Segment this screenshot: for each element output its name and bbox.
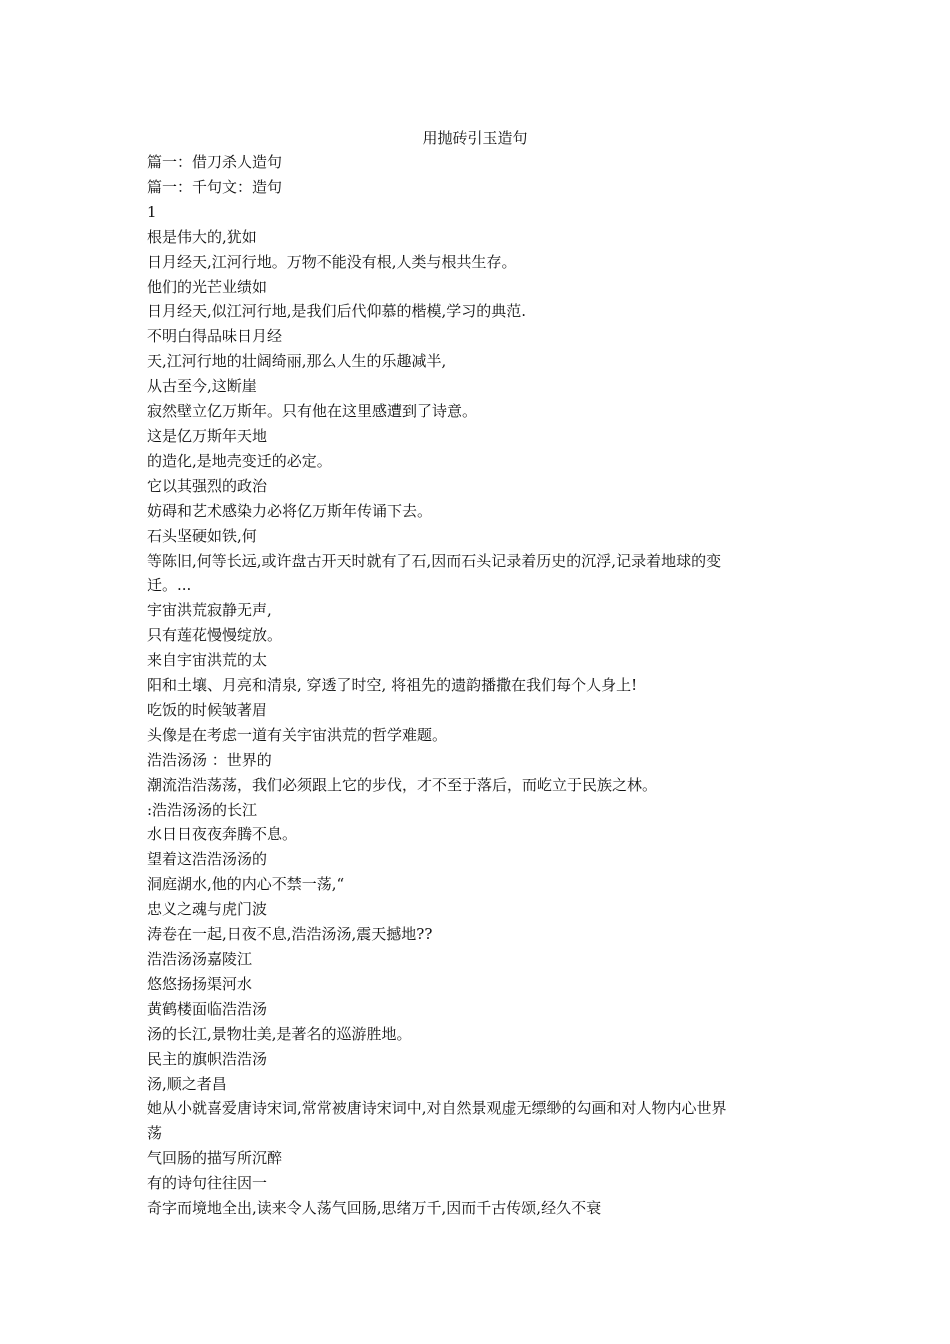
text-line: 1 [147,202,157,221]
text-line: 荡 [147,1124,163,1143]
text-line: 头像是在考虑一道有关宇宙洪荒的哲学难题。 [147,725,448,744]
text-line: 望着这浩浩汤汤的 [147,850,268,869]
text-line: 汤的长江,景物壮美,是著名的巡游胜地。 [147,1024,412,1043]
text-line: 吃饭的时候皱著眉 [147,700,268,719]
text-line: 浩浩汤汤 ：世界的 [147,750,272,769]
text-line: 篇一：借刀杀人造句 [147,153,283,171]
document-title: 用抛砖引玉造句 [422,129,528,147]
text-line: 民主的旗帜浩浩汤 [147,1049,268,1068]
text-line: 水日日夜夜奔腾不息。 [147,825,298,844]
text-line: 日月经天,似江河行地,是我们后代仰慕的楷模,学习的典范. [147,302,527,321]
text-line: 只有莲花慢慢绽放。 [147,626,283,645]
text-line: 她从小就喜爱唐诗宋词,常常被唐诗宋词中,对自然景观虚无缥缈的勾画和对人物内心世界 [147,1099,727,1118]
text-line: 他们的光芒业绩如 [147,277,268,296]
text-line: 篇一：千句文：造句 [147,177,283,196]
text-line: 的造化,是地壳变迁的必定。 [147,451,332,470]
text-line: 黄鹤楼面临浩浩汤 [147,999,268,1018]
text-line: 从古至今,这断崖 [147,377,257,396]
text-line: 石头坚硬如铁,何 [147,526,257,545]
text-line: 奇字而境地全出,读来令人荡气回肠,思绪万千,因而千古传颂,经久不衰 [147,1199,602,1218]
text-line: 它以其强烈的政治 [147,476,268,495]
text-line: 悠悠扬扬渠河水 [147,974,253,993]
text-line: 迁。... [147,576,192,595]
text-line: 来自宇宙洪荒的太 [147,651,268,670]
text-line: 宇宙洪荒寂静无声, [147,601,272,620]
text-line: 潮流浩浩荡荡，我们必须跟上它的步伐，才不至于落后，而屹立于民族之林。 [147,775,658,794]
text-line: 寂然壁立亿万斯年。只有他在这里感遭到了诗意。 [147,402,478,421]
document-body [147,150,827,1221]
text-line: 这是亿万斯年天地 [147,426,268,445]
text-line: 妨碍和艺术感染力必将亿万斯年传诵下去。 [147,501,433,520]
text-line: 涛卷在一起,日夜不息,浩浩汤汤,震天撼地?? [147,925,433,944]
text-line: 天,江河行地的壮阔绮丽,那么人生的乐趣减半, [147,352,447,371]
text-line: 汤,顺之者昌 [147,1074,227,1093]
text-line: 气回肠的描写所沉醉 [147,1149,283,1168]
text-line: 不明白得品味日月经 [147,327,283,346]
text-line: 洞庭湖水,他的内心不禁一荡,“ [147,875,345,894]
text-line: 阳和土壤、月亮和清泉, 穿透了时空, 将祖先的遗韵播撒在我们每个人身上! [147,676,638,695]
text-line: 忠义之魂与虎门波 [147,900,268,919]
text-line: 根是伟大的,犹如 [147,227,257,246]
text-line: 有的诗句往往因一 [147,1174,268,1193]
text-line: 日月经天,江河行地。万物不能没有根,人类与根共生存。 [147,252,517,271]
text-line: :浩浩汤汤的长江 [147,800,258,819]
text-line: 浩浩汤汤嘉陵江 [147,950,253,968]
text-line: 等陈旧,何等长远,或许盘古开天时就有了石,因而石头记录着历史的沉浮,记录着地球的变 [147,551,722,570]
